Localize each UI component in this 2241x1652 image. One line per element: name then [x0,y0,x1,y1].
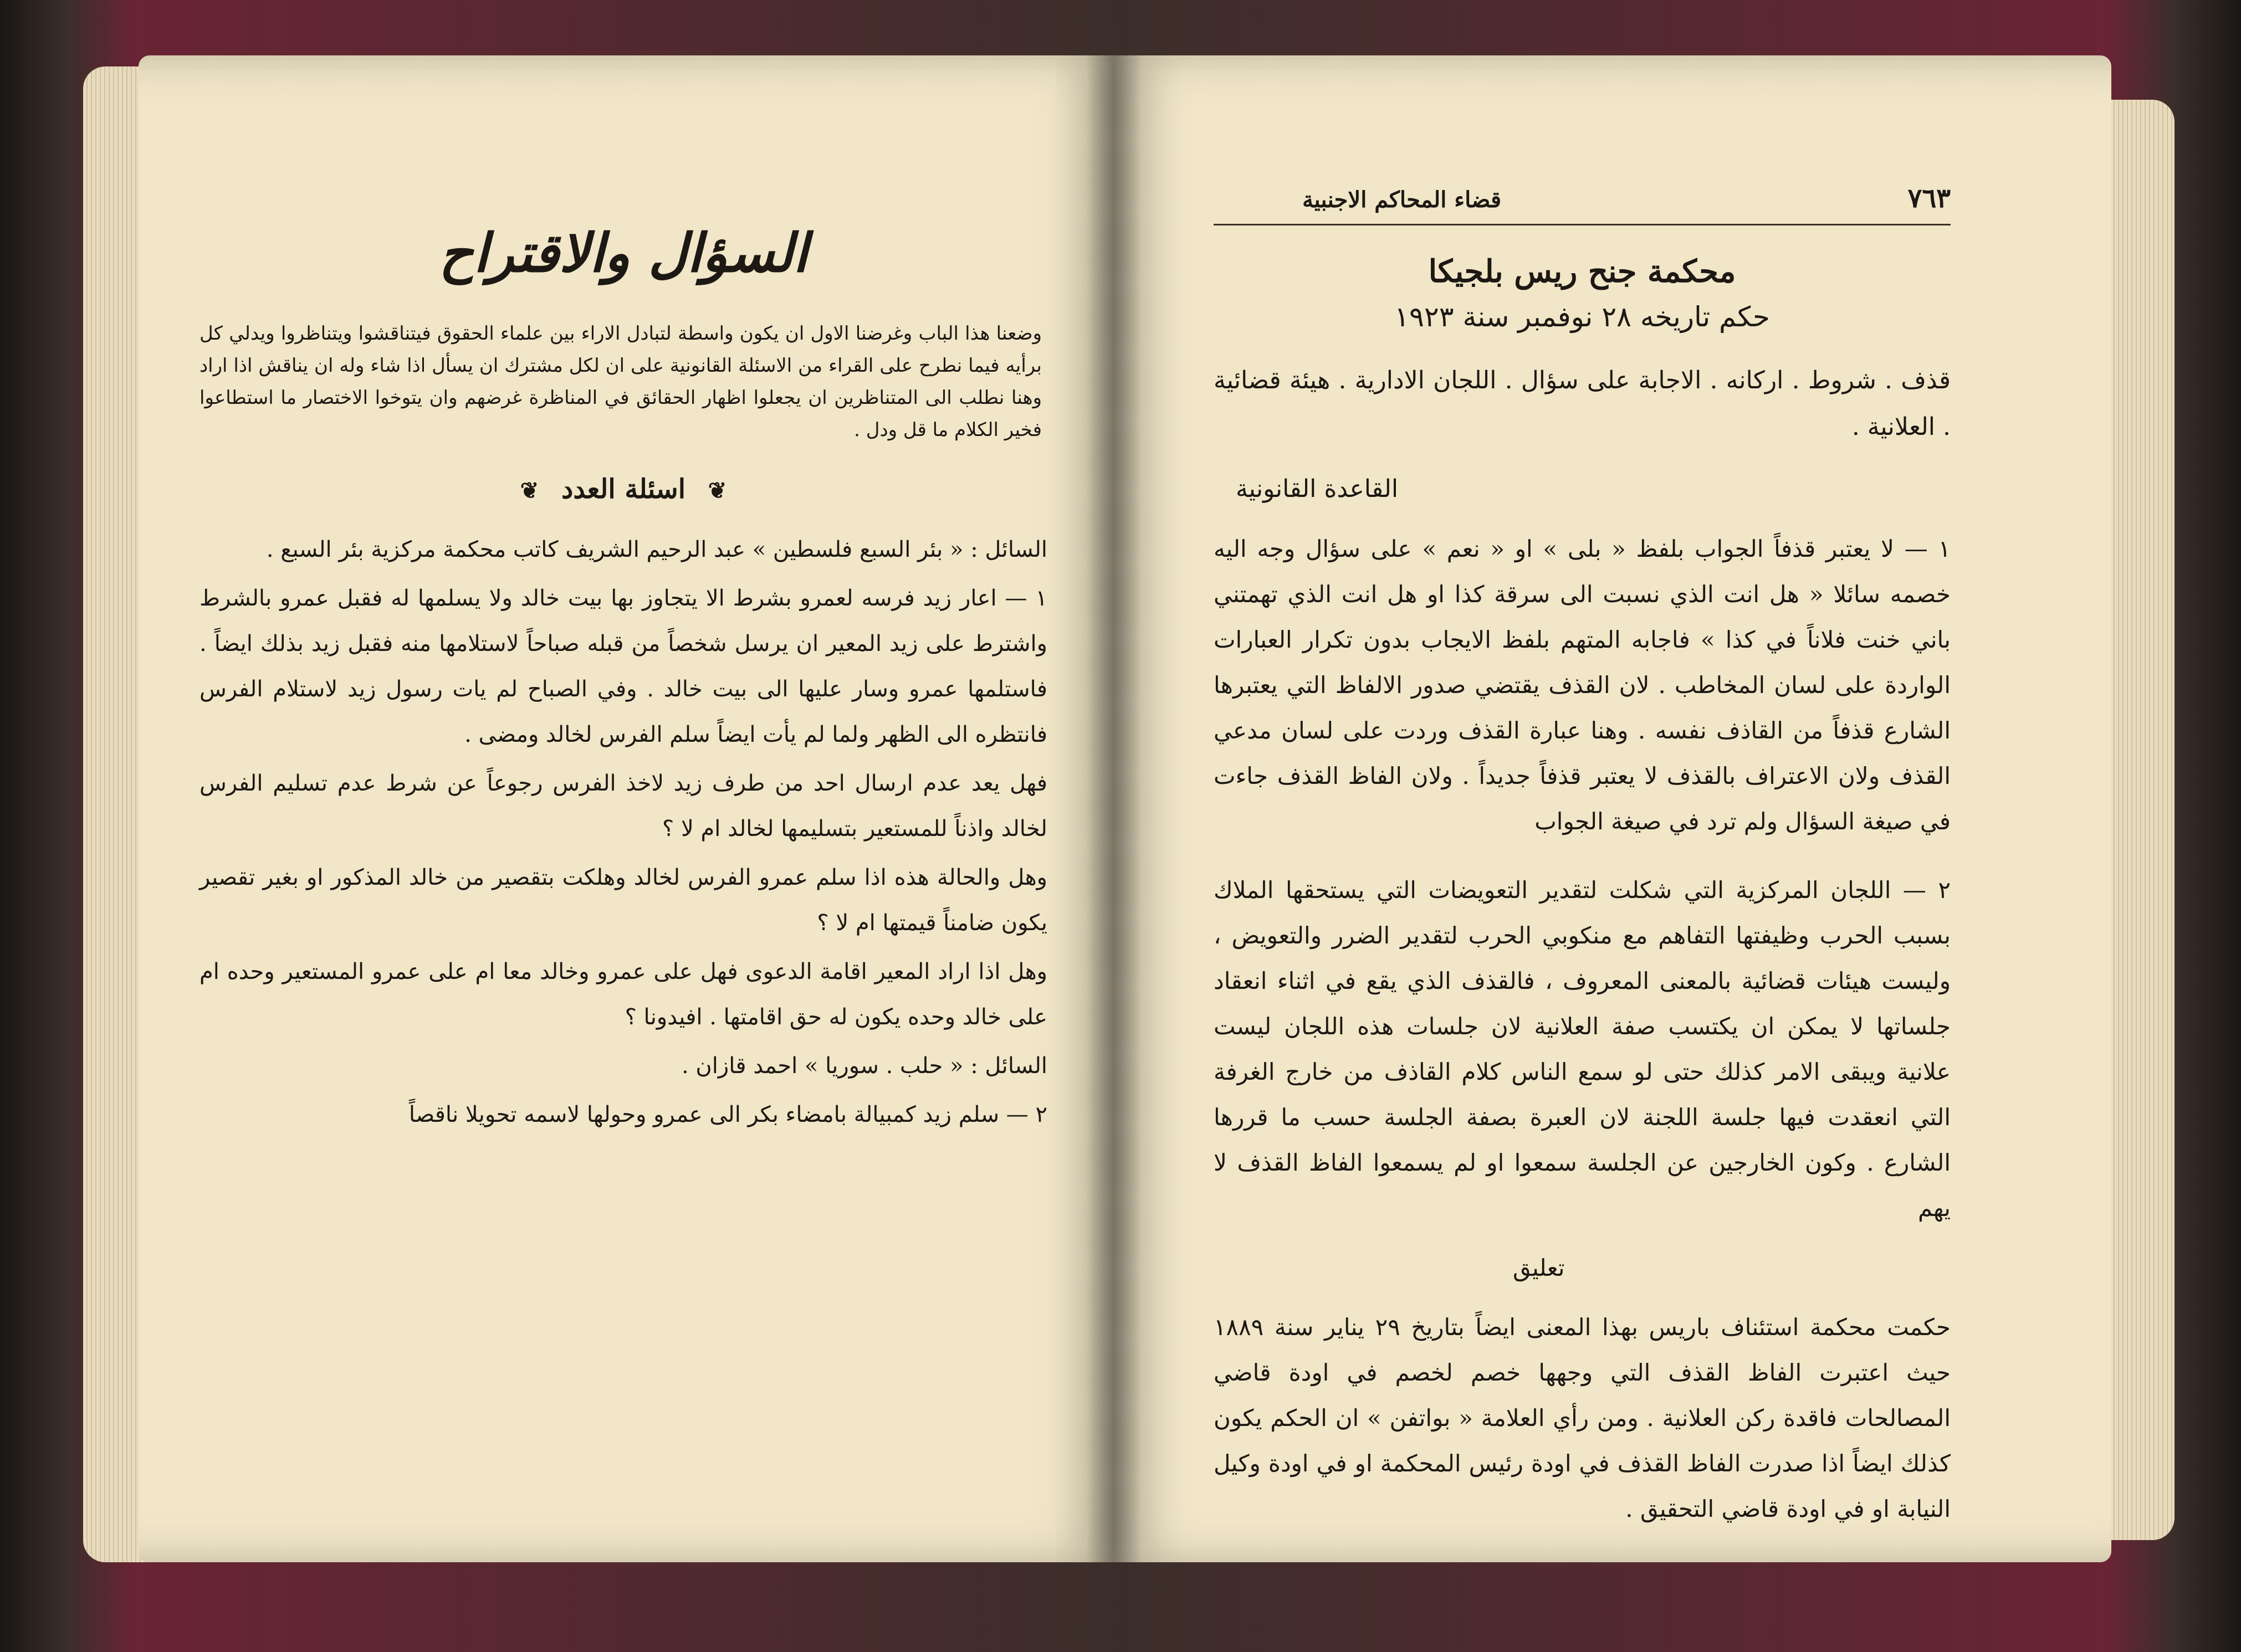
question-1-sub-b: وهل والحالة هذه اذا سلم عمرو الفرس لخالد وهلكت بتقصير من خالد المذكور او بغير تقصير يكون ضامناً قيمتها ام لا ؟ [199,865,1047,936]
left-page-content [139,55,1114,1562]
intro-paragraph: وضعنا هذا الباب وغرضنا الاول ان يكون واسطة لتبادل الاراء بين علماء الحقوق فيتناقشوا ويتناظروا ويدلي كل برأيه فيما نطرح على القراء من الاسئلة القانونية على ان لكل مشترك ان يسأل اذا شاء وله ان يناقش اذا اراد وهنا نطلب الى المتناظرين ان يجعلوا اظهار الحقائق في المناظرة غرضهم وان يتوخوا الاختصار ما استطاعوا فخير الكلام ما قل ودل . [199,322,1042,441]
case-date: حكم تاريخه ٢٨ نوفمبر سنة ١٩٢٣ [1394,301,1770,333]
right-page-content [1114,55,2111,1562]
rule-paragraph-1: ١ — لا يعتبر قذفاً الجواب بلفظ « بلى » او « نعم » على سؤال وجه اليه خصمه سائلا « هل انت الذي نسبت الى سرقة كذا او هل انت الذي تهمتني باني خنت فلاناً في كذا » فاجابه المتهم بلفظ الايجاب بدون تكرار العبارات الواردة على لسان المخاطب . لان القذف يقتضي صدور الالفاظ التي يعتبرها الشارع قذفاً من القاذف نفسه . وهنا عبارة القذف وردت على لسان مدعي القذف ولان الاعتراف بالقذف لا يعتبر قذفاً جديداً . ولان الفاظ القذف جاءت في صيغة السؤال ولم ترد في صيغة الجواب [1214,535,1951,835]
question-1-sub-c: وهل اذا اراد المعير اقامة الدعوى فهل على عمرو وخالد معا ام على عمرو المستعير وحده ام على خالد وحده يكون له حق اقامتها . افيدونا ؟ [199,959,1047,1030]
running-header [1214,183,1951,225]
rule-heading: القاعدة القانونية [1236,475,1399,503]
ornament-icon: ❦ [520,478,539,504]
section-heading [199,474,1047,505]
comment-paragraph: حكمت محكمة استئناف باريس بهذا المعنى ايضاً بتاريخ ٢٩ يناير سنة ١٨٨٩ حيث اعتبرت الفاظ القذف التي وجهها خصم لخصم في اودة قاضي المصالحات فاقدة ركن العلانية . ومن رأي العلامة « بواتفن » ان الحكم يكون كذلك ايضاً اذا صدرت الفاظ القذف في اودة رئيس المحكمة او في اودة وكيل النيابة او في اودة قاضي التحقيق . [1214,1314,1951,1522]
comment-heading: تعليق [1513,1254,1565,1281]
right-page [1114,55,2111,1562]
question-1-sub-a: فهل يعد عدم ارسال احد من طرف زيد لاخذ الفرس رجوعاً عن شرط عدم تسليم الفرس لخالد واذناً للمستعير بتسليمها لخالد ام لا ؟ [199,771,1047,842]
case-keywords: قذف . شروط . اركانه . الاجابة على سؤال . اللجان الادارية . هيئة قضائية . العلانية . [1214,366,1951,441]
book-gutter [1086,55,1142,1562]
page-number: ٧٦٣ [1907,183,1951,214]
section-heading-label: اسئلة العدد [561,474,686,505]
running-head-title: قضاء المحاكم الاجنبية [1302,187,1502,213]
question-2-text: ٢ — سلم زيد كمبيالة بامضاء بكر الى عمرو وحولها لاسمه تحويلا ناقصاً [408,1102,1047,1127]
left-page [139,55,1114,1562]
ornament-icon: ❦ [708,478,727,504]
question-2-sender: السائل : « حلب . سوريا » احمد قازان . [681,1053,1047,1079]
question-1-text: ١ — اعار زيد فرسه لعمرو بشرط الا يتجاوز بها بيت خالد ولا يسلمها له فقبل عمرو بالشرط واشترط على زيد المعير ان يرسل شخصاً من قبله صباحاً لاستلامها منه فقبل زيد بذلك ايضاً . فاستلمها عمرو وسار عليها الى بيت خالد . وفي الصباح لم يات رسول زيد لاستلام الفرس فانتظره الى الظهر ولما لم يأت ايضاً سلم الفرس لخالد ومضى . [199,586,1047,747]
question-1-sender: السائل : « بئر السبع فلسطين » عبد الرحيم الشريف كاتب محكمة مركزية بئر السبع . [266,537,1047,562]
rule-paragraph-2: ٢ — اللجان المركزية التي شكلت لتقدير التعويضات التي يستحقها الملاك بسبب الحرب وظيفتها التفاهم مع منكوبي الحرب لتقدير الضرر والتعويض ، وليست هيئات قضائية بالمعنى المعروف ، فالقذف الذي يقع في اثناء انعقاد جلساتها لا يمكن ان يكتسب صفة العلانية لان جلسات هذه اللجان ليست علانية ويبقى الامر كذلك حتى لو سمع الناس كلام القاذف من خارج الغرفة التي انعقدت فيها جلسة اللجنة لان العبرة بصفة الجلسة حسب ما قررها الشارع . وكون الخارجين عن الجلسة سمعوا او لم يسمعوا الفاظ القذف لا يهم [1214,876,1951,1222]
page-title: السؤال والاقتراح [439,222,808,284]
case-title: محكمة جنح ريس بلجيكا [1428,253,1736,290]
